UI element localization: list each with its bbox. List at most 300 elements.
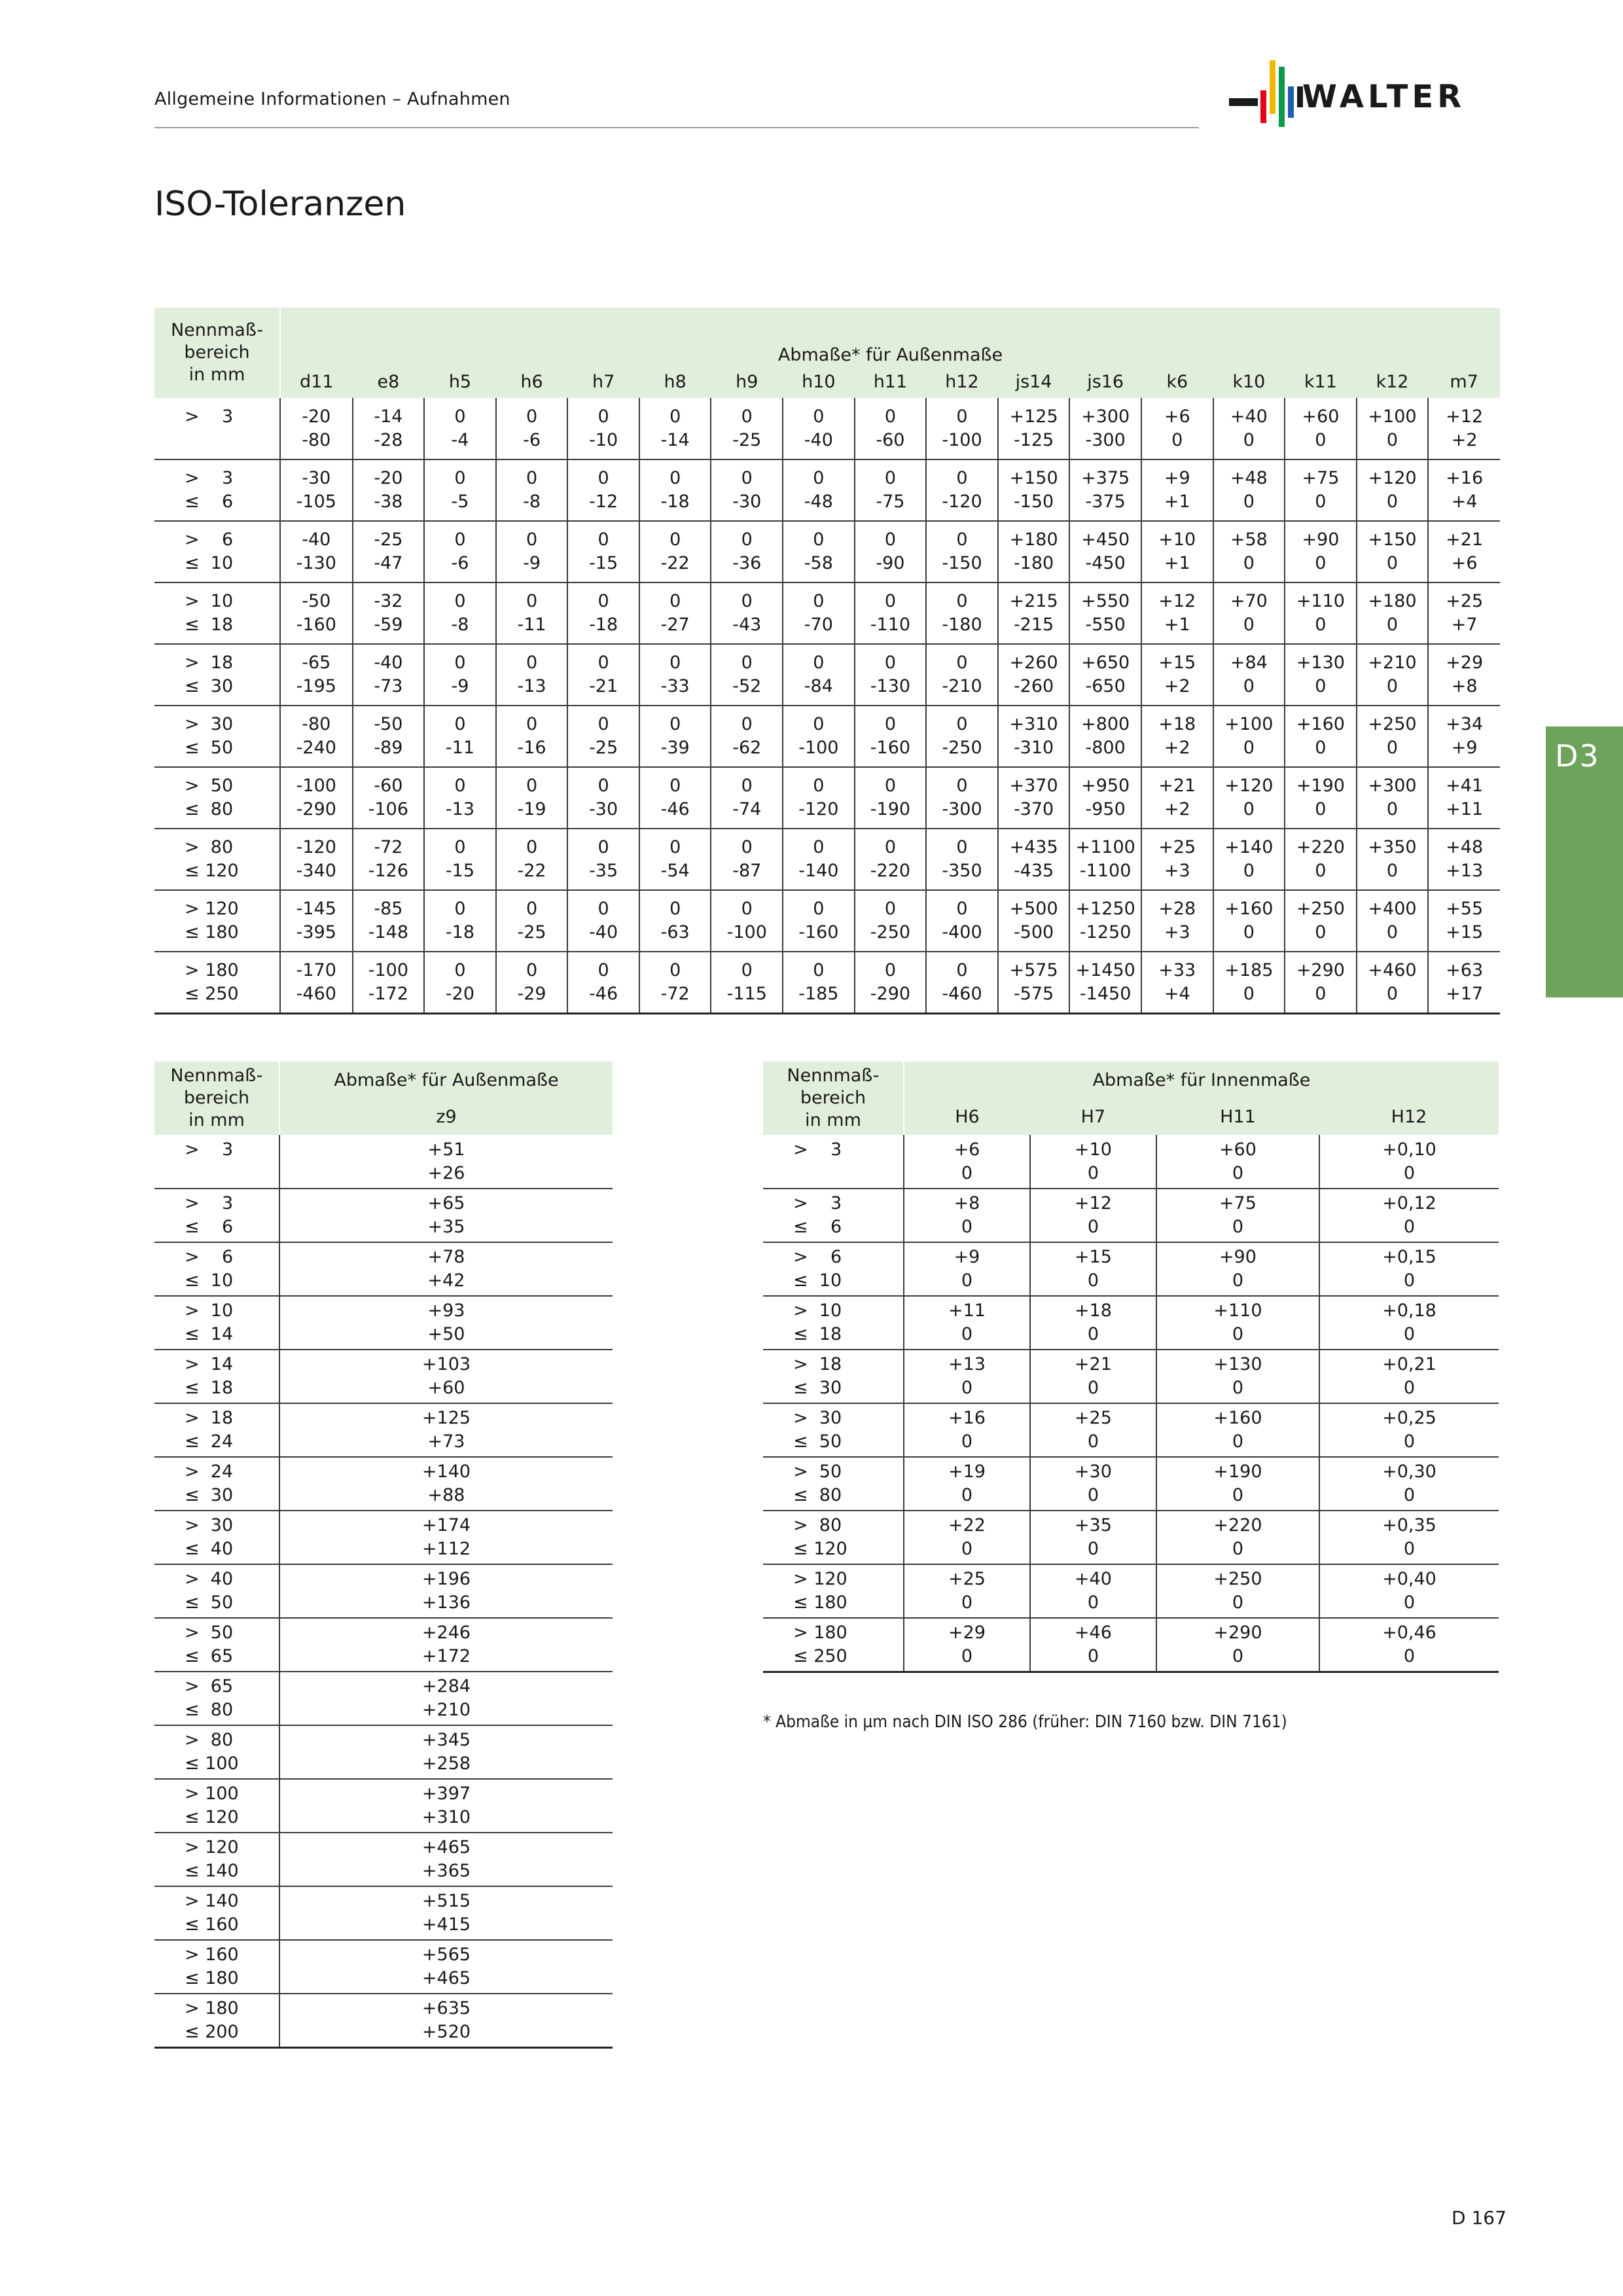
lower-deviation: 0 [1232, 1539, 1244, 1559]
upper-deviation: +90 [1219, 1247, 1257, 1267]
table-row [154, 1779, 613, 1833]
lower-deviation: -6 [523, 429, 541, 450]
upper-deviation: -30 [302, 468, 331, 488]
value-cell [783, 952, 855, 1013]
lower-deviation: -73 [374, 676, 403, 696]
range-cell [154, 1994, 279, 2047]
table-row [154, 706, 1500, 767]
lower-deviation: +8 [1451, 676, 1478, 696]
value-cell [855, 521, 927, 583]
lower-deviation: -1250 [1079, 922, 1132, 942]
lower-deviation: +520 [421, 2021, 471, 2042]
range-line [793, 1162, 872, 1185]
range-cell [154, 1672, 279, 1725]
lower-deviation: -5 [451, 492, 469, 512]
value-cell [1156, 1511, 1319, 1564]
table-row [154, 1672, 613, 1725]
value-cell [783, 829, 855, 890]
range-line: ≤ 250 [185, 983, 239, 1004]
value-cell [998, 459, 1070, 521]
lower-deviation: -240 [296, 738, 336, 758]
table-row [154, 767, 1500, 829]
value-cell [1319, 1457, 1499, 1511]
upper-deviation: +60 [1302, 406, 1340, 427]
value-cell [1428, 459, 1500, 521]
lower-deviation: -38 [374, 492, 403, 512]
upper-deviation: +29 [948, 1622, 986, 1643]
range-line: ≤ 80 [793, 1485, 842, 1505]
lower-deviation: -19 [517, 799, 546, 819]
value-cell [926, 829, 998, 890]
value-cell [353, 890, 425, 952]
lower-deviation: -370 [1013, 799, 1054, 819]
upper-deviation: 0 [741, 960, 753, 980]
upper-deviation: +190 [1296, 776, 1345, 796]
lower-deviation: -18 [589, 615, 618, 635]
value-cell [567, 459, 639, 521]
value-cell [567, 398, 639, 459]
nennmass-header [154, 1062, 279, 1135]
lower-deviation: +365 [421, 1861, 471, 1881]
upper-deviation: +250 [1368, 714, 1417, 734]
upper-deviation: +550 [1081, 591, 1130, 611]
header-divider [154, 127, 1199, 128]
range-line: > 3 [185, 468, 234, 488]
range-cell [154, 1725, 279, 1779]
value-cell [639, 521, 711, 583]
lower-deviation: 0 [1243, 983, 1255, 1004]
upper-deviation: +140 [421, 1462, 471, 1482]
value-cell [1156, 1135, 1319, 1189]
value-cell [904, 1457, 1030, 1511]
upper-deviation: 0 [526, 468, 538, 488]
table-row [763, 1189, 1499, 1242]
value-cell [279, 1403, 613, 1457]
lower-deviation: +2 [1451, 429, 1478, 450]
lower-deviation: +2 [1164, 799, 1190, 819]
value-cell [496, 398, 568, 459]
lower-deviation: +1 [1164, 553, 1190, 573]
lower-deviation: -250 [942, 738, 982, 758]
upper-deviation: +12 [1158, 591, 1196, 611]
upper-deviation: 0 [956, 899, 968, 919]
upper-deviation: -50 [302, 591, 331, 611]
lower-deviation: -6 [451, 553, 469, 573]
value-cell [496, 767, 568, 829]
lower-deviation: -195 [296, 676, 336, 696]
upper-deviation: 0 [526, 837, 538, 857]
lower-deviation: +415 [421, 1914, 471, 1935]
value-cell [1069, 459, 1141, 521]
lower-deviation: 0 [1087, 1162, 1099, 1183]
value-cell [998, 644, 1070, 706]
value-cell [279, 1296, 613, 1350]
value-cell [926, 398, 998, 459]
lower-deviation: -110 [870, 615, 911, 635]
range-cell [763, 1511, 904, 1564]
lower-deviation: +9 [1451, 738, 1478, 758]
lower-deviation: -650 [1085, 676, 1126, 696]
range-line: > 14 [185, 1354, 234, 1374]
value-cell [279, 1833, 613, 1886]
upper-deviation: +210 [1368, 653, 1417, 673]
range-line: > 120 [185, 899, 239, 919]
value-cell [496, 890, 568, 952]
upper-deviation: +370 [1009, 776, 1058, 796]
value-cell [496, 459, 568, 521]
value-cell [1156, 1618, 1319, 1672]
value-cell [496, 706, 568, 767]
upper-deviation: 0 [884, 653, 897, 673]
lower-deviation: 0 [1243, 676, 1255, 696]
lower-deviation: 0 [1243, 429, 1255, 450]
lower-deviation: -340 [296, 861, 336, 881]
lower-deviation: 0 [961, 1270, 973, 1291]
value-cell [1213, 952, 1285, 1013]
range-cell [763, 1618, 904, 1672]
upper-deviation: +0,25 [1382, 1408, 1436, 1428]
value-cell [926, 890, 998, 952]
value-cell [1357, 459, 1429, 521]
lower-deviation: -126 [368, 861, 409, 881]
lower-deviation: -21 [589, 676, 618, 696]
lower-deviation: +35 [427, 1217, 465, 1237]
upper-deviation: 0 [884, 529, 897, 550]
lower-deviation: 0 [1087, 1217, 1099, 1237]
value-cell [279, 1994, 613, 2047]
column-header: H6 [904, 1098, 1030, 1135]
lower-deviation: -48 [804, 492, 833, 512]
upper-deviation: +10 [1074, 1139, 1112, 1160]
table-row [154, 644, 1500, 706]
lower-deviation: -62 [732, 738, 762, 758]
upper-deviation: +515 [421, 1891, 471, 1911]
lower-deviation: 0 [1232, 1162, 1244, 1183]
lower-deviation: 0 [1386, 738, 1399, 758]
table-row [154, 398, 1500, 459]
upper-deviation: +160 [1224, 899, 1274, 919]
value-cell [1319, 1350, 1499, 1403]
range-cell [154, 706, 280, 767]
value-cell [926, 583, 998, 644]
table-row [154, 1886, 613, 1940]
lower-deviation: 0 [961, 1645, 973, 1666]
value-cell [711, 644, 783, 706]
value-cell [1319, 1296, 1499, 1350]
upper-deviation: +12 [1074, 1193, 1112, 1213]
column-header: H12 [1319, 1098, 1499, 1135]
value-cell [1069, 767, 1141, 829]
lower-deviation: 0 [1403, 1431, 1416, 1452]
value-cell [998, 767, 1070, 829]
upper-deviation: +565 [421, 1945, 471, 1965]
value-cell [1285, 583, 1357, 644]
upper-deviation: -40 [374, 653, 403, 673]
value-cell [1213, 644, 1285, 706]
lower-deviation: -160 [798, 922, 839, 942]
range-line: > 18 [185, 1408, 234, 1428]
lower-deviation: 0 [1243, 553, 1255, 573]
lower-deviation: +13 [1446, 861, 1484, 881]
value-cell [1357, 706, 1429, 767]
column-header: h8 [639, 365, 711, 398]
upper-deviation: 0 [956, 591, 968, 611]
lower-deviation: -20 [445, 983, 475, 1004]
range-line: ≤ 18 [185, 1378, 234, 1398]
value-cell [279, 1135, 613, 1189]
upper-deviation: 0 [669, 899, 681, 919]
range-line: ≤ 120 [185, 1807, 239, 1827]
value-cell [1069, 706, 1141, 767]
column-header: h6 [496, 365, 568, 398]
upper-deviation: 0 [454, 899, 466, 919]
range-line: ≤ 180 [793, 1592, 847, 1613]
value-cell [1428, 398, 1500, 459]
upper-deviation: +0,15 [1382, 1247, 1436, 1267]
upper-deviation: 0 [741, 653, 753, 673]
lower-deviation: -11 [517, 615, 546, 635]
column-header: k6 [1141, 365, 1213, 398]
range-line: > 160 [185, 1945, 239, 1965]
upper-deviation: 0 [741, 776, 753, 796]
lower-deviation: 0 [1315, 861, 1327, 881]
upper-deviation: -85 [374, 899, 403, 919]
upper-deviation: 0 [454, 837, 466, 857]
upper-deviation: +18 [1158, 714, 1196, 734]
upper-deviation: +25 [948, 1569, 986, 1589]
value-cell [783, 644, 855, 706]
value-cell [1141, 767, 1213, 829]
value-cell [424, 890, 496, 952]
lower-deviation: +7 [1451, 615, 1478, 635]
range-cell [154, 1564, 279, 1618]
value-cell [1141, 890, 1213, 952]
range-line: ≤ 10 [793, 1270, 842, 1291]
lower-deviation: -215 [1013, 615, 1054, 635]
value-cell [904, 1296, 1030, 1350]
lower-deviation: -18 [445, 922, 475, 942]
lower-deviation: -1100 [1079, 861, 1132, 881]
upper-deviation: 0 [597, 406, 609, 427]
lower-deviation: -185 [798, 983, 839, 1004]
lower-deviation: 0 [1243, 922, 1255, 942]
value-cell [711, 521, 783, 583]
range-cell [154, 952, 280, 1013]
lower-deviation: -460 [942, 983, 982, 1004]
table-row [154, 1725, 613, 1779]
nennmass-header-line: bereich [800, 1088, 866, 1108]
range-line: > 120 [793, 1569, 847, 1589]
upper-deviation: +950 [1081, 776, 1130, 796]
lower-deviation: 0 [1087, 1324, 1099, 1344]
upper-deviation: +93 [427, 1300, 465, 1321]
upper-deviation: 0 [669, 468, 681, 488]
upper-deviation: +120 [1368, 468, 1417, 488]
lower-deviation: -130 [870, 676, 911, 696]
upper-deviation: +215 [1009, 591, 1058, 611]
lower-deviation: 0 [1171, 429, 1183, 450]
lower-deviation: +60 [427, 1378, 465, 1398]
value-cell [353, 829, 425, 890]
nennmass-header [763, 1062, 904, 1135]
lower-deviation: 0 [1315, 922, 1327, 942]
value-cell [424, 459, 496, 521]
range-line: ≤ 80 [185, 799, 234, 819]
upper-deviation: +58 [1230, 529, 1268, 550]
upper-deviation: 0 [597, 837, 609, 857]
upper-deviation: +460 [1368, 960, 1417, 980]
lower-deviation: -47 [374, 553, 403, 573]
table-row [763, 1135, 1499, 1189]
lower-deviation: 0 [1315, 983, 1327, 1004]
lower-deviation: -950 [1085, 799, 1126, 819]
value-cell [279, 1511, 613, 1564]
lower-deviation: -59 [374, 615, 403, 635]
value-cell [855, 459, 927, 521]
value-cell [280, 952, 353, 1013]
chapter-tab[interactable] [1546, 726, 1623, 997]
value-cell [567, 767, 639, 829]
lower-deviation: -130 [296, 553, 336, 573]
upper-deviation: +9 [1164, 468, 1190, 488]
value-cell [1319, 1618, 1499, 1672]
upper-deviation: 0 [884, 960, 897, 980]
lower-deviation: -15 [445, 861, 475, 881]
lower-deviation: 0 [1315, 492, 1327, 512]
column-header: h9 [711, 365, 783, 398]
upper-deviation: +190 [1213, 1462, 1262, 1482]
table-row [763, 1403, 1499, 1457]
range-cell [154, 1135, 279, 1189]
lower-deviation: 0 [1243, 492, 1255, 512]
table-row [154, 890, 1500, 952]
upper-deviation: +40 [1230, 406, 1268, 427]
value-cell [1030, 1296, 1156, 1350]
value-cell [1428, 952, 1500, 1013]
range-cell [154, 1618, 279, 1672]
upper-deviation: -120 [296, 837, 336, 857]
range-line: ≤ 180 [185, 1968, 239, 1988]
value-cell [1319, 1242, 1499, 1296]
lower-deviation: -1450 [1079, 983, 1132, 1004]
upper-deviation: 0 [956, 776, 968, 796]
value-cell [639, 829, 711, 890]
range-line: > 80 [185, 1730, 234, 1750]
lower-deviation: -18 [660, 492, 690, 512]
range-line: ≤ 10 [185, 1270, 234, 1291]
range-line: > 6 [185, 1247, 234, 1267]
range-cell [763, 1564, 904, 1618]
lower-deviation: -310 [1013, 738, 1054, 758]
lower-deviation: 0 [961, 1592, 973, 1613]
lower-deviation: -12 [589, 492, 618, 512]
lower-deviation: -300 [1085, 429, 1126, 450]
range-cell [154, 1350, 279, 1403]
value-cell [1428, 829, 1500, 890]
lower-deviation: 0 [1315, 676, 1327, 696]
upper-deviation: +9 [954, 1247, 980, 1267]
upper-deviation: +103 [421, 1354, 471, 1374]
upper-deviation: +400 [1368, 899, 1417, 919]
upper-deviation: -145 [296, 899, 336, 919]
value-cell [998, 829, 1070, 890]
value-cell [711, 952, 783, 1013]
upper-deviation: 0 [669, 714, 681, 734]
value-cell [496, 644, 568, 706]
range-cell [763, 1457, 904, 1511]
footnote: * Abmaße in µm nach DIN ISO 286 (früher: DIN 7160 bzw. DIN 7161) [763, 1712, 1287, 1732]
lower-deviation: -180 [1013, 553, 1054, 573]
lower-deviation: -160 [296, 615, 336, 635]
upper-deviation: +51 [427, 1139, 465, 1160]
value-cell [280, 767, 353, 829]
value-cell [711, 706, 783, 767]
lower-deviation: -375 [1085, 492, 1126, 512]
value-cell [1141, 829, 1213, 890]
lower-deviation: -22 [517, 861, 546, 881]
upper-deviation: +130 [1296, 653, 1345, 673]
value-cell [1141, 521, 1213, 583]
lower-deviation: -210 [942, 676, 982, 696]
value-cell [926, 767, 998, 829]
value-cell [279, 1940, 613, 1994]
value-cell [424, 644, 496, 706]
lower-deviation: -800 [1085, 738, 1126, 758]
value-cell [280, 890, 353, 952]
value-cell [998, 890, 1070, 952]
value-cell [279, 1618, 613, 1672]
lower-deviation: 0 [961, 1378, 973, 1398]
value-cell [1319, 1135, 1499, 1189]
upper-deviation: +41 [1446, 776, 1484, 796]
lower-deviation: +17 [1446, 983, 1484, 1004]
column-header: z9 [279, 1098, 613, 1135]
range-line: > 120 [185, 1837, 239, 1857]
upper-deviation: -32 [374, 591, 403, 611]
upper-deviation: +246 [421, 1623, 471, 1643]
value-cell [496, 583, 568, 644]
range-line: ≤ 10 [185, 553, 234, 573]
lower-deviation: 0 [1386, 983, 1399, 1004]
upper-deviation: -20 [374, 468, 403, 488]
range-line: > 80 [185, 837, 234, 857]
value-cell [639, 583, 711, 644]
lower-deviation: -29 [517, 983, 546, 1004]
lower-deviation: 0 [1232, 1378, 1244, 1398]
upper-deviation: +18 [1074, 1300, 1112, 1321]
upper-deviation: +250 [1213, 1569, 1262, 1589]
value-cell [904, 1242, 1030, 1296]
lower-deviation: -400 [942, 922, 982, 942]
lower-deviation: 0 [1232, 1592, 1244, 1613]
upper-deviation: +120 [1224, 776, 1274, 796]
range-line: ≤ 180 [185, 922, 239, 942]
value-cell [280, 398, 353, 459]
lower-deviation: 0 [961, 1324, 973, 1344]
upper-deviation: +130 [1213, 1354, 1262, 1374]
lower-deviation: -16 [517, 738, 546, 758]
upper-deviation: +1250 [1075, 899, 1135, 919]
lower-deviation: 0 [1087, 1592, 1099, 1613]
upper-deviation: +290 [1213, 1622, 1262, 1643]
upper-deviation: 0 [597, 468, 609, 488]
range-cell [154, 1779, 279, 1833]
upper-deviation: 0 [813, 960, 825, 980]
table-row [154, 1296, 613, 1350]
lower-deviation: -395 [296, 922, 336, 942]
upper-deviation: 0 [813, 714, 825, 734]
upper-deviation: 0 [884, 714, 897, 734]
